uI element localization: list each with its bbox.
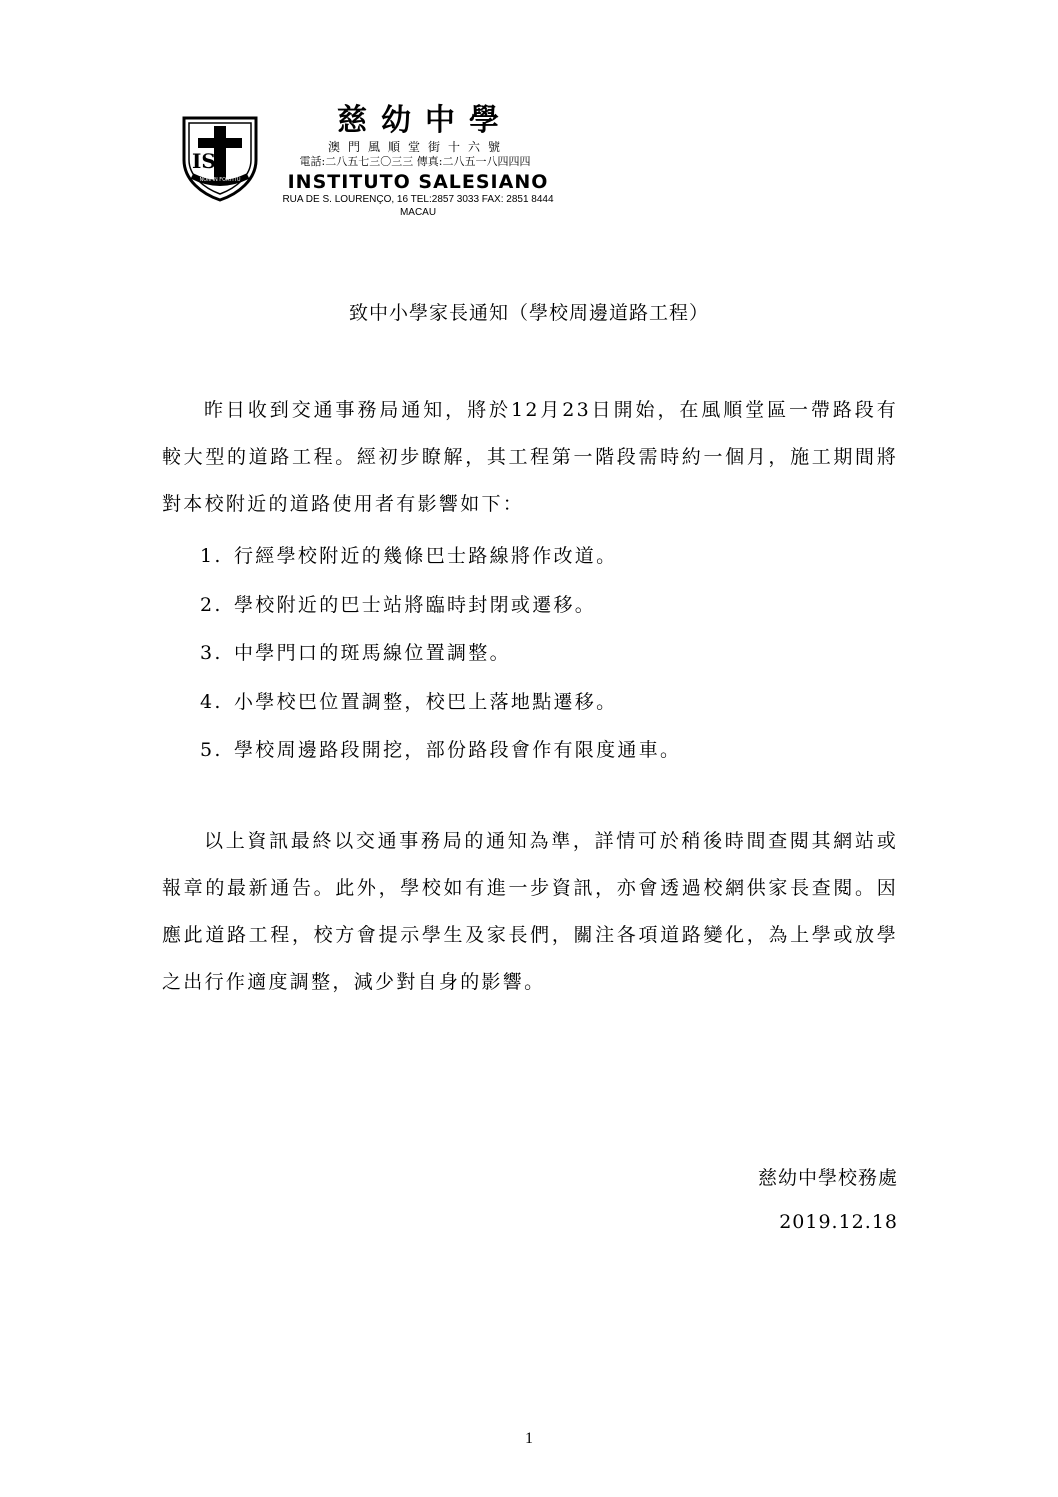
impact-list — [200, 532, 681, 775]
list-item-text: 小學校巴位置調整，校巴上落地點遷移。 — [234, 690, 618, 713]
list-item-number: 5. — [200, 739, 223, 761]
letterhead — [178, 104, 578, 224]
notice-date: 2019.12.18 — [779, 1211, 898, 1233]
notice-title: 致中小學家長通知（學校周邊道路工程） — [348, 302, 709, 324]
list-item-text: 學校周邊路段開挖，部份路段會作有限度通車。 — [234, 739, 682, 761]
list-item — [200, 726, 681, 775]
list-item — [200, 678, 681, 727]
list-item — [200, 581, 681, 630]
list-item — [200, 532, 681, 581]
list-item-text: 中學門口的斑馬線位置調整。 — [234, 642, 511, 664]
school-address-zh: 澳門風順堂街十六號 — [327, 140, 508, 154]
school-address-en: RUA DE S. LOURENÇO, 16 TEL:2857 3033 FAX: 2851 8444 — [282, 194, 554, 205]
list-item-number: 2. — [200, 593, 223, 616]
notice-paragraph-2: 以上資訊最終以交通事務局的通知為準，詳情可於稍後時間查閱其網站或報章的最新通告。此外，學校如有進一步資訊，亦會透過校網供家長查閱。因應此道路工程，校方會提示學生及家長們，關注各項道路變化，為上學或放學之出行作適度調整，減少對自身的影響。 — [162, 830, 898, 993]
list-item-number: 4. — [200, 690, 223, 713]
list-item-text: 學校附近的巴士站將臨時封閉或遷移。 — [234, 593, 597, 616]
school-crest-icon — [178, 114, 262, 202]
school-city-en: MACAU — [399, 207, 437, 218]
letterhead-text — [268, 104, 568, 219]
signature: 慈幼中學校務處 — [757, 1167, 898, 1189]
list-item-number: 3. — [200, 642, 223, 664]
school-name-zh: 慈幼中學 — [337, 103, 513, 138]
school-phone-zh: 電話:二八五七三〇三三 傳真:二八五一八四四四 — [299, 155, 531, 168]
list-item-text: 行經學校附近的幾條巴士路線將作改道。 — [234, 545, 618, 567]
page-number: 1 — [525, 1430, 533, 1447]
school-name-en: INSTITUTO SALESIANO — [287, 171, 549, 193]
notice-paragraph-1: 昨日收到交通事務局通知，將於12月23日開始，在風順堂區一帶路段有較大型的道路工程。經初步瞭解，其工程第一階段需時約一個月，施工期間將對本校附近的道路使用者有影響如下： — [162, 399, 898, 515]
list-item-number: 1. — [200, 545, 223, 567]
crest-motto: NON IN FORTITU — [199, 177, 241, 183]
crest-letter-i: IS — [192, 149, 216, 173]
list-item — [200, 629, 681, 678]
